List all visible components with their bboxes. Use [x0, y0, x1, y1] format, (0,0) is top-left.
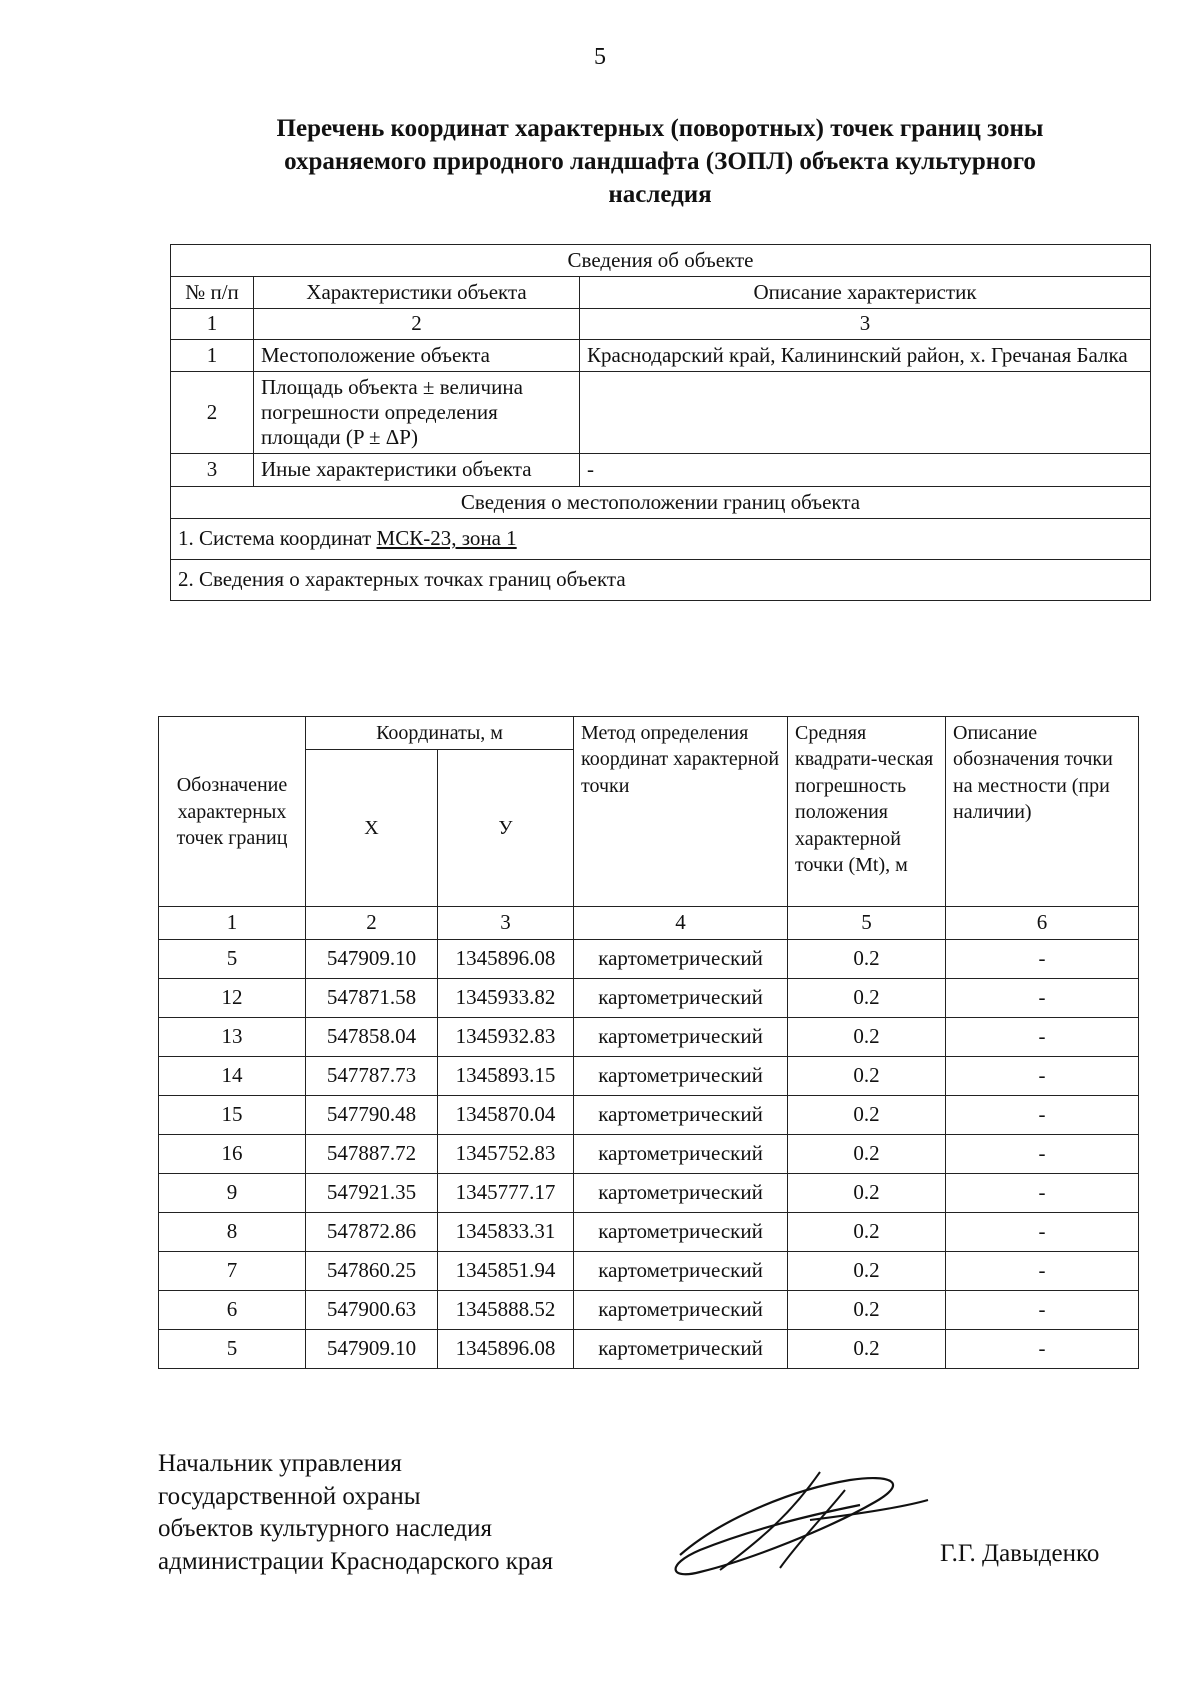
method-cell: картометрический: [574, 1056, 788, 1095]
x-coordinate-cell: 547872.86: [306, 1212, 438, 1251]
y-coordinate-cell: 1345932.83: [438, 1017, 574, 1056]
table-row: [159, 1212, 1139, 1251]
error-cell: 0.2: [788, 1095, 946, 1134]
x-coordinate-cell: 547858.04: [306, 1017, 438, 1056]
error-cell: 0.2: [788, 1251, 946, 1290]
method-cell: картометрический: [574, 1290, 788, 1329]
column-number: 3: [580, 309, 1151, 339]
error-cell: 0.2: [788, 1134, 946, 1173]
object-info-table: [170, 244, 1151, 601]
table-row: [159, 1056, 1139, 1095]
x-coordinate-cell: 547790.48: [306, 1095, 438, 1134]
y-coordinate-cell: 1345752.83: [438, 1134, 574, 1173]
error-cell: 0.2: [788, 1173, 946, 1212]
point-description-cell: -: [946, 1251, 1139, 1290]
header-characteristic: Характеристики объекта: [254, 277, 580, 309]
info-row: [171, 371, 1151, 454]
title-line: охраняемого природного ландшафта (ЗОПЛ) объекта культурного: [284, 148, 1036, 175]
table-row: [159, 1095, 1139, 1134]
location-section-title: Сведения о местоположении границ объекта: [171, 486, 1151, 518]
signatory-position-line: администрации Краснодарского края: [158, 1547, 554, 1575]
info-row-num: 3: [171, 454, 254, 486]
points-table-body: [159, 939, 1139, 1368]
info-row: [171, 339, 1151, 371]
x-coordinate-cell: 547900.63: [306, 1290, 438, 1329]
method-cell: картометрический: [574, 1329, 788, 1368]
method-cell: картометрический: [574, 939, 788, 978]
title-line: Перечень координат характерных (поворотных) точек границ зоны: [276, 115, 1044, 142]
header-designation: Обозначение характерных точек границ: [159, 717, 306, 907]
method-cell: картометрический: [574, 1017, 788, 1056]
point-description-cell: -: [946, 1095, 1139, 1134]
table-row: [159, 939, 1139, 978]
header-point-description: Описание обозначения точки на местности (при наличии): [946, 717, 1139, 907]
header-error: Средняя квадрати-ческая погрешность положения характерной точки (Mt), м: [788, 717, 946, 907]
info-row-description: [580, 371, 1151, 454]
column-number: 1: [171, 309, 254, 339]
info-row: [171, 454, 1151, 486]
signatory-position-line: Начальник управления: [158, 1450, 402, 1477]
header-y: У: [438, 750, 574, 907]
info-row-num: 1: [171, 339, 254, 371]
signatory-position-line: государственной охраны: [158, 1482, 421, 1510]
y-coordinate-cell: 1345870.04: [438, 1095, 574, 1134]
handwritten-signature-icon: [660, 1460, 930, 1590]
method-cell: картометрический: [574, 1251, 788, 1290]
y-coordinate-cell: 1345777.17: [438, 1173, 574, 1212]
error-cell: 0.2: [788, 939, 946, 978]
y-coordinate-cell: 1345893.15: [438, 1056, 574, 1095]
document-title: [200, 112, 1120, 211]
y-coordinate-cell: 1345833.31: [438, 1212, 574, 1251]
point-designation-cell: 5: [159, 1329, 306, 1368]
header-x: X: [306, 750, 438, 907]
x-coordinate-cell: 547921.35: [306, 1173, 438, 1212]
table-row: [159, 1134, 1139, 1173]
coord-system-value: МСК-23, зона 1: [376, 526, 517, 551]
info-row-description: Краснодарский край, Калининский район, х. Гречаная Балка: [580, 339, 1151, 371]
coord-system-row: [171, 518, 1151, 559]
signatory-position-line: объектов культурного наследия: [158, 1515, 492, 1542]
error-cell: 0.2: [788, 1329, 946, 1368]
coord-system-label: 1. Система координат: [178, 526, 372, 551]
point-designation-cell: 14: [159, 1056, 306, 1095]
x-coordinate-cell: 547909.10: [306, 1329, 438, 1368]
point-description-cell: -: [946, 1056, 1139, 1095]
x-coordinate-cell: 547860.25: [306, 1251, 438, 1290]
y-coordinate-cell: 1345888.52: [438, 1290, 574, 1329]
point-description-cell: -: [946, 1173, 1139, 1212]
method-cell: картометрический: [574, 1134, 788, 1173]
column-number: 2: [306, 907, 438, 939]
error-cell: 0.2: [788, 1056, 946, 1095]
point-description-cell: -: [946, 1329, 1139, 1368]
header-num: № п/п: [171, 277, 254, 309]
column-number: 5: [788, 907, 946, 939]
info-row-num: 2: [171, 371, 254, 454]
table-row: [159, 1173, 1139, 1212]
point-designation-cell: 7: [159, 1251, 306, 1290]
error-cell: 0.2: [788, 1212, 946, 1251]
y-coordinate-cell: 1345896.08: [438, 1329, 574, 1368]
column-number: 3: [438, 907, 574, 939]
column-number: 4: [574, 907, 788, 939]
method-cell: картометрический: [574, 1173, 788, 1212]
x-coordinate-cell: 547787.73: [306, 1056, 438, 1095]
table-row: [159, 1329, 1139, 1368]
y-coordinate-cell: 1345896.08: [438, 939, 574, 978]
x-coordinate-cell: 547887.72: [306, 1134, 438, 1173]
y-coordinate-cell: 1345933.82: [438, 978, 574, 1017]
info-row-description: -: [580, 454, 1151, 486]
point-description-cell: -: [946, 1212, 1139, 1251]
table-row: [159, 1017, 1139, 1056]
column-number: 6: [946, 907, 1139, 939]
title-line: наследия: [608, 181, 712, 208]
point-designation-cell: 5: [159, 939, 306, 978]
point-designation-cell: 12: [159, 978, 306, 1017]
error-cell: 0.2: [788, 978, 946, 1017]
y-coordinate-cell: 1345851.94: [438, 1251, 574, 1290]
info-row-characteristic: Площадь объекта ± величина погрешности определения площади (P ± ΔP): [254, 371, 580, 454]
info-row-characteristic: Иные характеристики объекта: [254, 454, 580, 486]
column-number: 1: [159, 907, 306, 939]
point-designation-cell: 15: [159, 1095, 306, 1134]
point-designation-cell: 8: [159, 1212, 306, 1251]
method-cell: картометрический: [574, 978, 788, 1017]
point-description-cell: -: [946, 978, 1139, 1017]
point-designation-cell: 6: [159, 1290, 306, 1329]
table-row: [159, 978, 1139, 1017]
signatory-name: Г.Г. Давыденко: [940, 1540, 1100, 1567]
method-cell: картометрический: [574, 1212, 788, 1251]
point-description-cell: -: [946, 1290, 1139, 1329]
x-coordinate-cell: 547909.10: [306, 939, 438, 978]
point-description-cell: -: [946, 1134, 1139, 1173]
table-row: [159, 1251, 1139, 1290]
point-description-cell: -: [946, 939, 1139, 978]
x-coordinate-cell: 547871.58: [306, 978, 438, 1017]
signature-block: [158, 1448, 553, 1578]
header-method: Метод определения координат характерной точки: [574, 717, 788, 907]
point-designation-cell: 9: [159, 1173, 306, 1212]
point-designation-cell: 13: [159, 1017, 306, 1056]
header-description: Описание характеристик: [580, 277, 1151, 309]
points-section-title: 2. Сведения о характерных точках границ объекта: [171, 559, 1151, 600]
method-cell: картометрический: [574, 1095, 788, 1134]
point-designation-cell: 16: [159, 1134, 306, 1173]
error-cell: 0.2: [788, 1017, 946, 1056]
column-number: 2: [254, 309, 580, 339]
page-number: 5: [594, 44, 606, 70]
point-description-cell: -: [946, 1017, 1139, 1056]
info-row-characteristic: Местоположение объекта: [254, 339, 580, 371]
object-info-section-title: Сведения об объекте: [171, 245, 1151, 277]
header-coordinates: Координаты, м: [306, 717, 574, 750]
table-row: [159, 1290, 1139, 1329]
points-table: [158, 716, 1139, 1369]
error-cell: 0.2: [788, 1290, 946, 1329]
